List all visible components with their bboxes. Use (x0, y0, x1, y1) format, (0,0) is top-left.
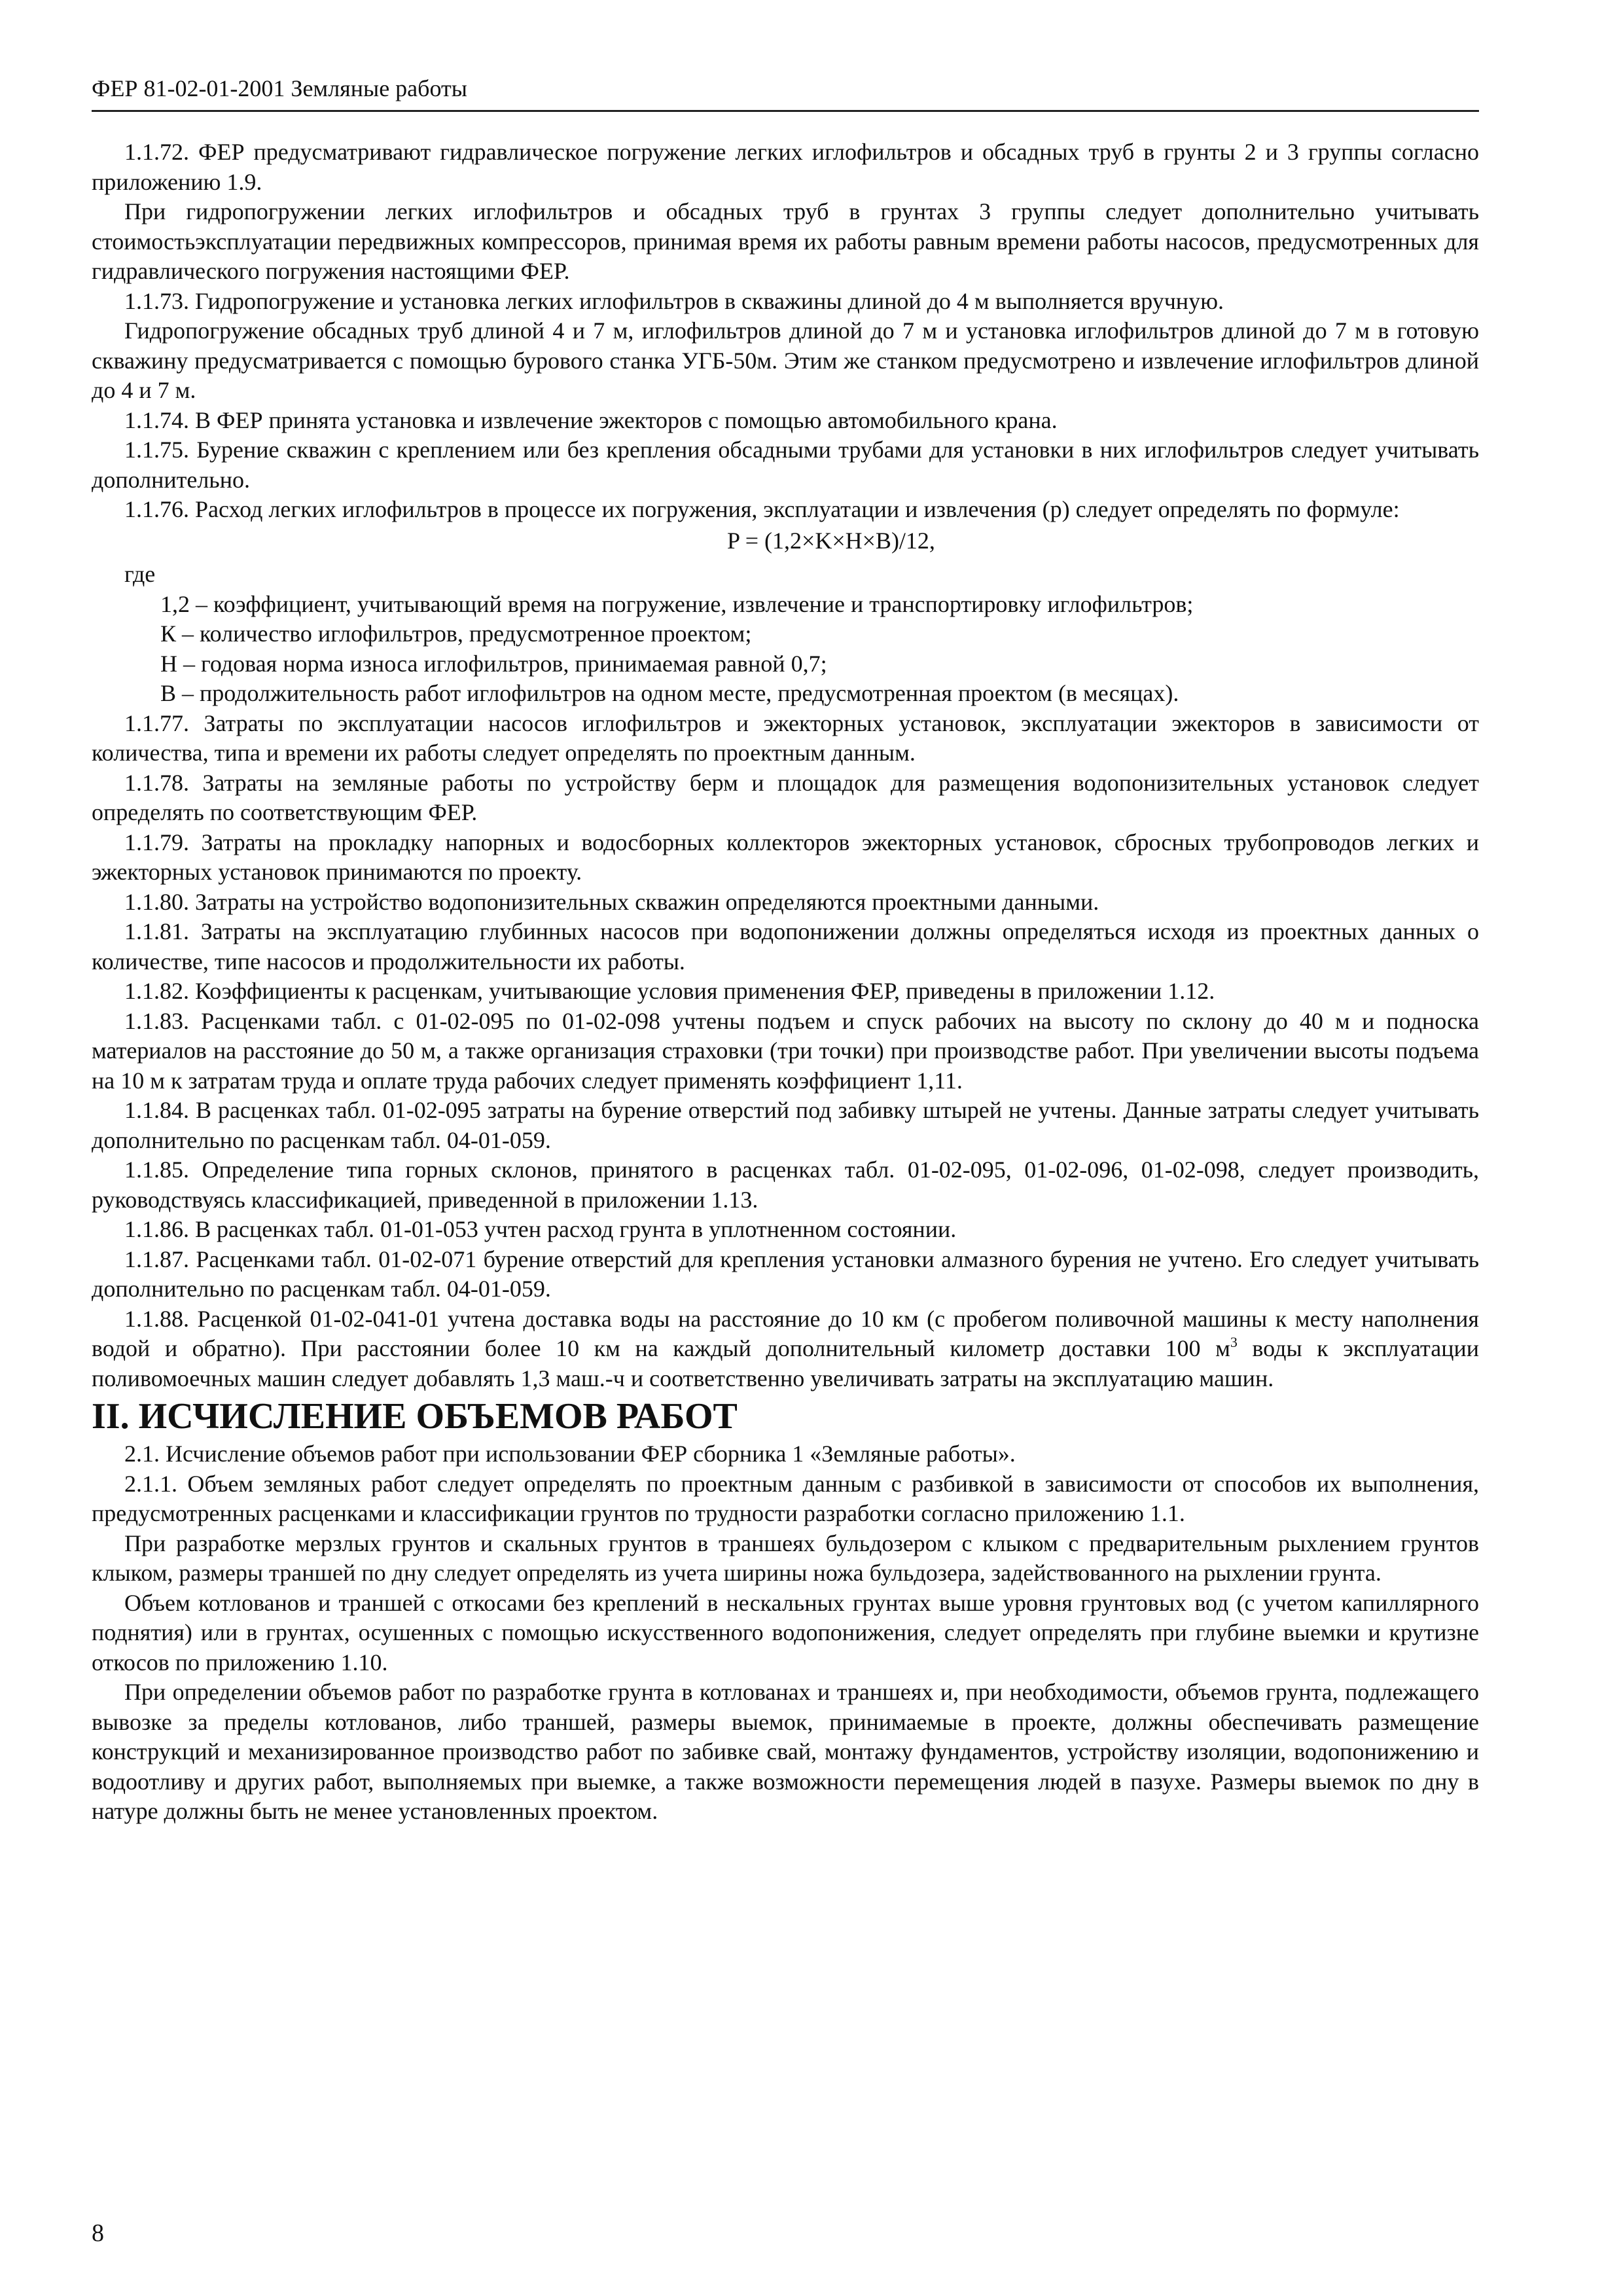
paragraph-2-1-1: 2.1.1. Объем земляных работ следует определять по проектным данным с разбивкой в зависимости от способов их выполнения, предусмотренных расценками и классификации грунтов по трудности разработки согласно приложению 1.1. (92, 1470, 1479, 1526)
paragraph-1-1-81: 1.1.81. Затраты на эксплуатацию глубинных насосов при водопонижении должны определяться исходя из проектных данных о количестве, типе насосов и продолжительности их работы. (92, 918, 1479, 975)
formula-definition-b: В – продолжительность работ иглофильтров на одном месте, предусмотренная проектом (в месяцах). (160, 680, 1179, 706)
document-body (92, 137, 1479, 1827)
paragraph-1-1-78: 1.1.78. Затраты на земляные работы по устройству берм и площадок для размещения водопонизительных установок следует определять по соответствующим ФЕР. (92, 769, 1479, 825)
formula-definition-coefficient: 1,2 – коэффициент, учитывающий время на погружение, извлечение и транспортировку иглофильтров; (160, 590, 1194, 617)
paragraph-1-1-88 (92, 1304, 1479, 1394)
paragraph-1-1-76: 1.1.76. Расход легких иглофильтров в процессе их погружения, эксплуатации и извлечения (р) следует определять по формуле: (124, 496, 1400, 522)
paragraph-1-1-86: 1.1.86. В расценках табл. 01-01-053 учтен расход грунта в уплотненном состоянии. (124, 1216, 957, 1242)
paragraph-1-1-73: 1.1.73. Гидропогружение и установка легких иглофильтров в скважины длиной до 4 м выполняется вручную. (124, 287, 1224, 314)
paragraph-2-1: 2.1. Исчисление объемов работ при использовании ФЕР сборника 1 «Земляные работы». (124, 1441, 1016, 1467)
paragraph-pit-volume: Объем котлованов и траншей с откосами без креплений в нескальных грунтах выше уровня грунтовых вод (с учетом капиллярного поднятия) или в грунтах, осушенных с помощью искусственного водопонижения, следует определять при глубине выемки и крутизне откосов по приложению 1.10. (92, 1589, 1479, 1676)
paragraph-1-1-88-part2: воды к эксплуатации поливомоечных машин следует добавлять 1,3 маш.-ч и соответственно увеличивать затраты на эксплуатацию машин. (92, 1335, 1479, 1391)
paragraph-1-1-74: 1.1.74. В ФЕР принята установка и извлечение эжекторов с помощью автомобильного крана. (124, 406, 1058, 433)
superscript-cubic: 3 (1230, 1334, 1238, 1350)
page-header (92, 72, 1479, 112)
paragraph-1-1-75: 1.1.75. Бурение скважин с креплением или без крепления обсадными трубами для установки в них иглофильтров следует учитывать дополнительно. (92, 437, 1479, 493)
formula-definition-k: К – количество иглофильтров, предусмотренное проектом; (160, 620, 752, 647)
paragraph-1-1-79: 1.1.79. Затраты на прокладку напорных и водосборных коллекторов эжекторных установок, сбросных трубопроводов легких и эжекторных установок принимаются по проекту. (92, 829, 1479, 885)
paragraph-1-1-72: 1.1.72. ФЕР предусматривают гидравлическое погружение легких иглофильтров и обсадных труб в грунты 2 и 3 группы согласно приложению 1.9. (92, 139, 1479, 195)
paragraph-excavation-sizes: При определении объемов работ по разработке грунта в котлованах и траншеях и, при необходимости, объемов грунта, подлежащего вывозке за пределы котлованов, либо траншей, размеры выемок, принимаемые в проекте, должны обеспечивать размещение конструкций и механизированное производство работ по забивке свай, монтажу фундаментов, устройству изоляции, водопонижению и водоотливу и других работ, выполняемых при выемке, а также возможности перемещения людей в пазухе. Размеры выемок по дну в натуре должны быть не менее установленных проектом. (92, 1679, 1479, 1824)
paragraph-casing-pipes: Гидропогружение обсадных труб длиной 4 и 7 м, иглофильтров длиной до 7 м и установка иглофильтров длиной до 7 м в готовую скважину предусматривается с помощью бурового станка УГБ-50м. Этим же станком предусмотрено и извлечение иглофильтров длиной до 4 и 7 м. (92, 317, 1479, 403)
paragraph-frozen-soils: При разработке мерзлых грунтов и скальных грунтов в траншеях бульдозером с клыком с предварительным рыхлением грунтов клыком, размеры траншей по дну следует определять из учета ширины ножа бульдозера, задействованного на рыхлении грунта. (92, 1530, 1479, 1586)
paragraph-1-1-84: 1.1.84. В расценках табл. 01-02-095 затраты на бурение отверстий под забивку штырей не учтены. Данные затраты следует учитывать дополнительно по расценкам табл. 04-01-059. (92, 1097, 1479, 1153)
section-title: II. ИСЧИСЛЕНИЕ ОБЪЕМОВ РАБОТ (92, 1396, 738, 1437)
document-title: ФЕР 81-02-01-2001 Земляные работы (92, 75, 467, 101)
paragraph-1-1-85: 1.1.85. Определение типа горных склонов, принятого в расценках табл. 01-02-095, 01-02-096, 01-02-098, следует производить, руководствуясь классификацией, приведенной в приложении 1.13. (92, 1157, 1479, 1213)
formula-where: где (124, 561, 156, 587)
paragraph-1-1-87: 1.1.87. Расценками табл. 01-02-071 бурение отверстий для крепления установки алмазного бурения не учтено. Его следует учитывать дополнительно по расценкам табл. 04-01-059. (92, 1246, 1479, 1302)
paragraph-1-1-77: 1.1.77. Затраты по эксплуатации насосов иглофильтров и эжекторных установок, эксплуатации эжекторов в зависимости от количества, типа и времени их работы следует определять по проектным данным. (92, 709, 1479, 766)
paragraph-1-1-80: 1.1.80. Затраты на устройство водопонизительных скважин определяются проектными данными. (124, 888, 1099, 915)
formula-definition-h: Н – годовая норма износа иглофильтров, принимаемая равной 0,7; (160, 650, 827, 677)
page-number: 8 (92, 2219, 104, 2247)
paragraph-1-1-82: 1.1.82. Коэффициенты к расценкам, учитывающие условия применения ФЕР, приведены в приложении 1.12. (124, 978, 1215, 1004)
paragraph-hydro-group3: При гидропогружении легких иглофильтров и обсадных труб в грунтах 3 группы следует дополнительно учитывать стоимостьэксплуатации передвижных компрессоров, принимая время их работы равным времени работы насосов, предусмотренных для гидравлического погружения настоящими ФЕР. (92, 198, 1479, 284)
formula: P = (1,2×K×H×B)/12, (727, 527, 935, 554)
paragraph-1-1-88-part1: 1.1.88. Расценкой 01-02-041-01 учтена доставка воды на расстояние до 10 км (с пробегом поливочной машины к месту наполнения водой и обратно). При расстоянии более 10 км на каждый дополнительный километр доставки 100 м (92, 1305, 1479, 1361)
paragraph-1-1-83: 1.1.83. Расценками табл. с 01-02-095 по 01-02-098 учтены подъем и спуск рабочих на высоту по склону до 40 м и подноска материалов на расстояние до 50 м, а также организация страховки (три точки) при производстве работ. При увеличении высоты подъема на 10 м к затратам труда и оплате труда рабочих следует применять коэффициент 1,11. (92, 1007, 1479, 1094)
